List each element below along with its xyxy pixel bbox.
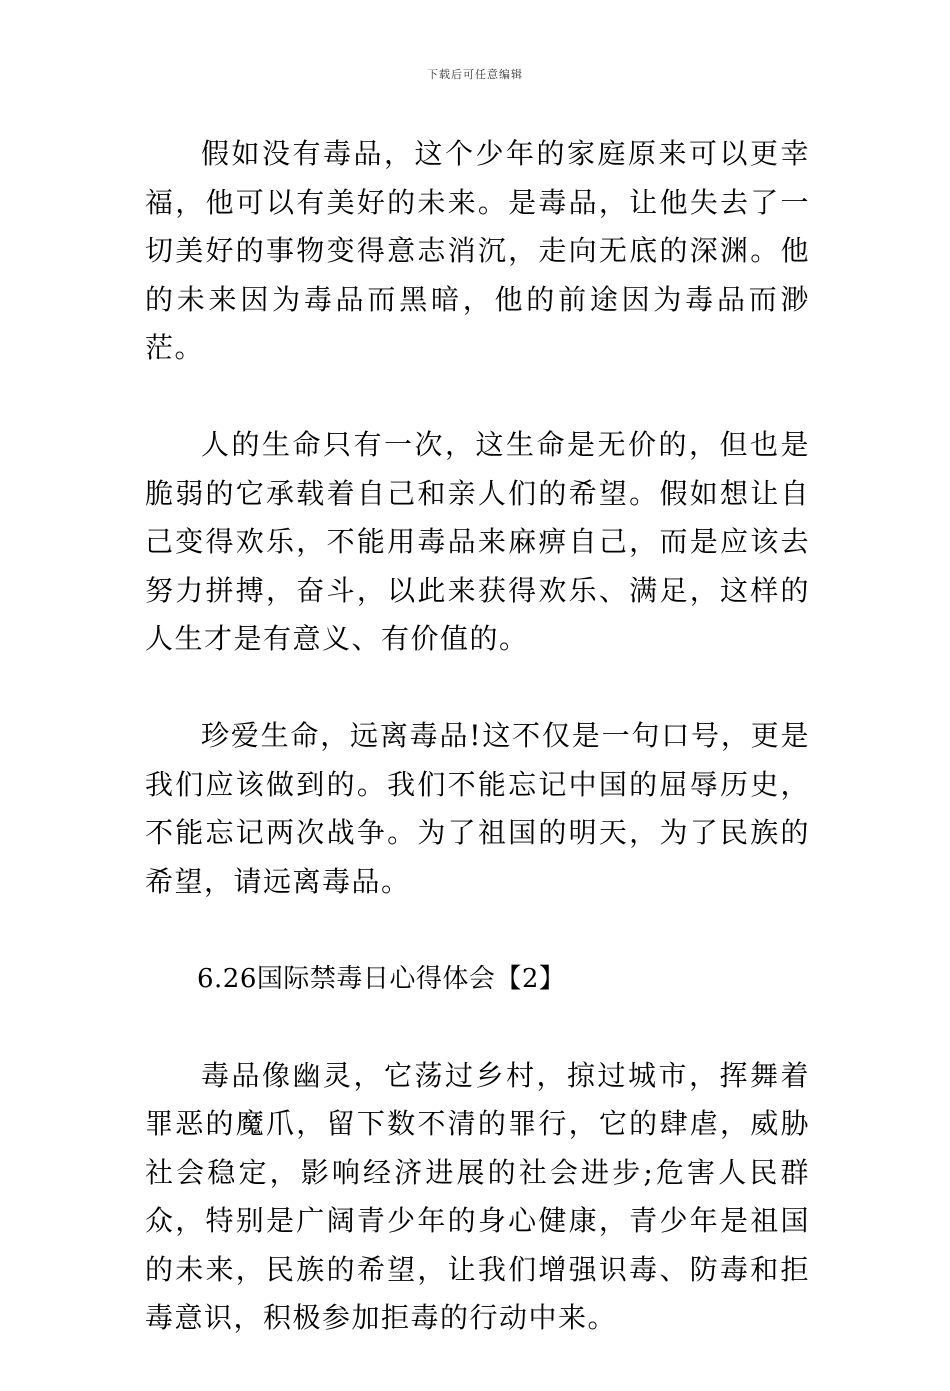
paragraph-2: 人的生命只有一次，这生命是无价的，但也是脆弱的它承载着自己和亲人们的希望。假如想让自己变得欢乐，不能用毒品来麻痹自己，而是应该去努力拼搏，奋斗，以此来获得欢乐、满足，这样的人生才是有意义、有价值的。 [145, 428, 810, 655]
paragraph-1: 假如没有毒品，这个少年的家庭原来可以更幸福，他可以有美好的未来。是毒品，让他失去了一切美好的事物变得意志消沉，走向无底的深渊。他的未来因为毒品而黑暗，他的前途因为毒品而渺茫。 [145, 137, 810, 364]
document-body [145, 130, 810, 1391]
paragraph-3: 珍爱生命，远离毒品!这不仅是一句口号，更是我们应该做到的。我们不能忘记中国的屈辱历史，不能忘记两次战争。为了祖国的明天，为了民族的希望，请远离毒品。 [145, 719, 810, 898]
section-heading: 6.26国际禁毒日心得体会【2】 [197, 963, 566, 994]
page-header-note: 下载后可任意编辑 [427, 68, 523, 81]
paragraph-4: 毒品像幽灵，它荡过乡村，掠过城市，挥舞着罪恶的魔爪，留下数不清的罪行，它的肆虐，威胁社会稳定，影响经济进展的社会进步;危害人民群众，特别是广阔青少年的身心健康，青少年是祖国的未来，民族的希望，让我们增强识毒、防毒和拒毒意识，积极参加拒毒的行动中来。 [145, 1058, 810, 1334]
